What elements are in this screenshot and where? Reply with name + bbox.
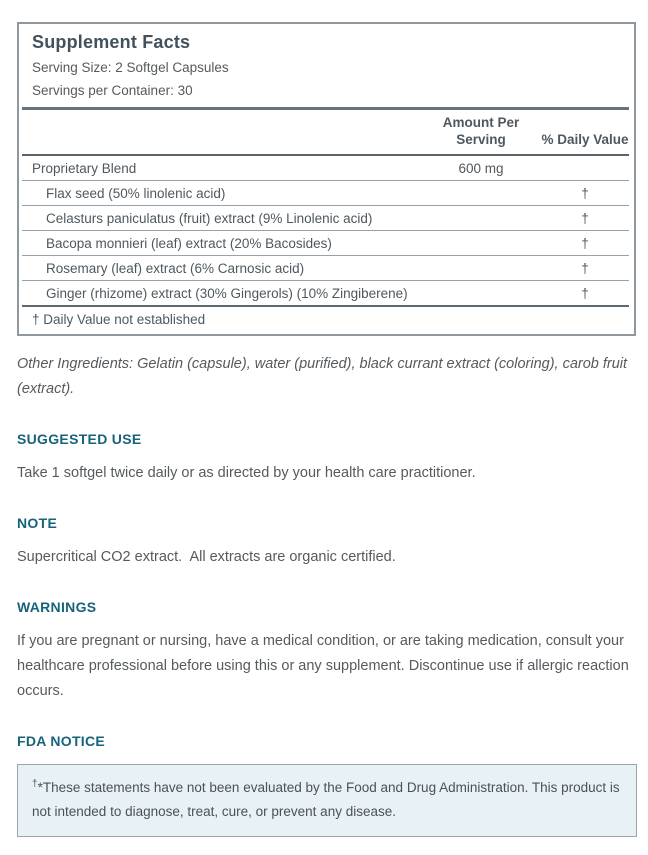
amount-cell: 600 mg — [458, 160, 504, 176]
table-row — [22, 181, 629, 206]
table-row — [22, 231, 629, 256]
daily-value-cell: † — [581, 235, 589, 251]
section-heading-warnings: WARNINGS — [17, 599, 97, 615]
table-row — [22, 256, 629, 281]
daily-value-cell: † — [581, 260, 589, 276]
ingredient-name: Bacopa monnieri (leaf) extract (20% Bacosides) — [46, 235, 332, 251]
table-row — [22, 281, 629, 307]
ingredient-name: Proprietary Blend — [32, 160, 137, 176]
column-header-amount: Amount Per Serving — [442, 115, 520, 147]
servings-per-container-text: Servings per Container: 30 — [32, 83, 193, 98]
fda-disclaimer-box — [17, 764, 637, 837]
other-ingredients-text: Other Ingredients: Gelatin (capsule), water (purified), black currant extract (coloring), carob fruit (extract). — [17, 356, 628, 397]
dagger-superscript: † — [32, 778, 38, 790]
warnings-text: If you are pregnant or nursing, have a medical condition, or are taking medication, consult your healthcare professional before using this or any supplement. Discontinue use if allergic reaction occurs. — [17, 633, 633, 699]
section-heading-suggested-use: SUGGESTED USE — [17, 431, 142, 447]
daily-value-footnote: † Daily Value not established — [32, 312, 206, 327]
serving-size-text: Serving Size: 2 Softgel Capsules — [32, 60, 229, 75]
section-heading-fda-notice: FDA NOTICE — [17, 733, 106, 749]
column-header-daily-value: % Daily Value — [541, 132, 629, 147]
ingredient-name: Flax seed (50% linolenic acid) — [46, 185, 226, 201]
daily-value-cell: † — [581, 210, 589, 226]
supplement-facts-title: Supplement Facts — [32, 32, 191, 52]
note-text: Supercritical CO2 extract. All extracts are organic certified. — [17, 549, 396, 565]
ingredient-name: Celasturs paniculatus (fruit) extract (9% Linolenic acid) — [46, 210, 373, 226]
suggested-use-text: Take 1 softgel twice daily or as directed by your health care practitioner. — [17, 465, 476, 481]
table-header-row — [22, 110, 629, 156]
daily-value-cell: † — [581, 285, 589, 301]
daily-value-cell: † — [581, 185, 589, 201]
ingredient-name: Rosemary (leaf) extract (6% Carnosic acid) — [46, 260, 305, 276]
table-row — [22, 206, 629, 231]
fda-disclaimer-text: *These statements have not been evaluated by the Food and Drug Administration. This product is not intended to diagnose, treat, cure, or prevent any disease. — [32, 780, 620, 819]
table-row — [22, 156, 629, 181]
ingredient-name: Ginger (rhizome) extract (30% Gingerols) (10% Zingiberene) — [46, 285, 408, 301]
supplement-facts-panel — [17, 22, 636, 336]
section-heading-note: NOTE — [17, 515, 58, 531]
